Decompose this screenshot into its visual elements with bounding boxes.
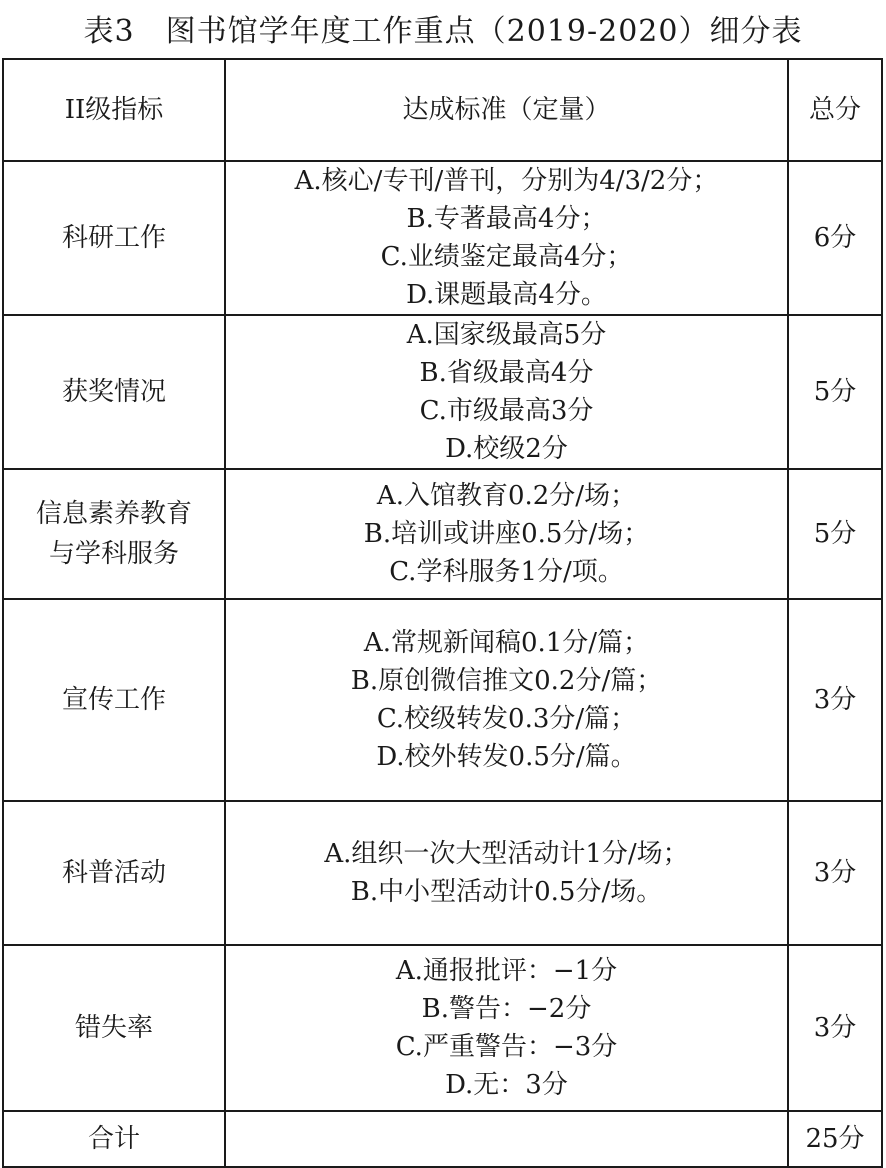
standard-line: A.入馆教育0.2分/场； <box>376 481 637 511</box>
standard-line: C.校级转发0.3分/篇； <box>376 704 637 734</box>
standard-line: D.无：3分 <box>445 1070 568 1100</box>
standard-line: B.省级最高4分 <box>419 358 594 388</box>
row-standard <box>225 161 788 315</box>
row-total: 6分 <box>788 161 882 315</box>
row-standard <box>225 599 788 801</box>
row-total: 3分 <box>788 945 882 1111</box>
standard-line: C.严重警告：−3分 <box>395 1032 618 1062</box>
indicator-line: 宣传工作 <box>61 685 166 715</box>
row-total: 3分 <box>788 801 882 945</box>
indicator-line: 信息素养教育 <box>35 499 192 529</box>
table-row <box>3 945 882 1111</box>
table-row <box>3 801 882 945</box>
table-row <box>3 599 882 801</box>
header-total: 总分 <box>788 59 882 161</box>
standard-line: B.中小型活动计0.5分/场。 <box>350 877 663 907</box>
standard-line: D.校级2分 <box>445 434 568 464</box>
standard-line: B.培训或讲座0.5分/场； <box>363 519 650 549</box>
standard-line: B.专著最高4分； <box>406 204 607 234</box>
header-standard: 达成标准（定量） <box>225 59 788 161</box>
standard-line: D.课题最高4分。 <box>406 280 607 310</box>
indicator-line: 错失率 <box>74 1013 153 1043</box>
standard-line: A.国家级最高5分 <box>406 320 607 350</box>
row-standard <box>225 945 788 1111</box>
row-total: 5分 <box>788 469 882 599</box>
standard-line: B.原创微信推文0.2分/篇； <box>350 666 663 696</box>
row-standard <box>225 315 788 469</box>
table-row <box>3 469 882 599</box>
indicator-line: 科普活动 <box>61 858 166 888</box>
total-standard <box>225 1111 788 1167</box>
row-standard <box>225 469 788 599</box>
standard-line: A.常规新闻稿0.1分/篇； <box>363 628 650 658</box>
standard-line: C.市级最高3分 <box>419 396 594 426</box>
header-indicator: II级指标 <box>3 59 225 161</box>
standard-line: A.通报批评：−1分 <box>395 956 618 986</box>
row-indicator <box>3 469 225 599</box>
row-indicator <box>3 599 225 801</box>
standard-line: D.校外转发0.5分/篇。 <box>376 742 637 772</box>
row-total: 5分 <box>788 315 882 469</box>
standard-line: A.核心/专刊/普刊，分别为4/3/2分； <box>294 166 719 196</box>
row-indicator <box>3 801 225 945</box>
total-label: 合计 <box>3 1111 225 1167</box>
row-indicator <box>3 161 225 315</box>
total-score: 25分 <box>788 1111 882 1167</box>
standard-line: B.警告：−2分 <box>421 994 592 1024</box>
standard-line: A.组织一次大型活动计1分/场； <box>324 839 689 869</box>
indicator-line: 获奖情况 <box>61 377 166 407</box>
row-total: 3分 <box>788 599 882 801</box>
score-table <box>2 58 883 1168</box>
row-indicator <box>3 945 225 1111</box>
row-standard <box>225 801 788 945</box>
table-title: 表3 图书馆学年度工作重点（2019-2020）细分表 <box>83 14 803 49</box>
row-indicator <box>3 315 225 469</box>
header-row <box>3 59 882 161</box>
total-row <box>3 1111 882 1167</box>
table-row <box>3 315 882 469</box>
standard-line: C.业绩鉴定最高4分； <box>380 242 633 272</box>
indicator-line: 与学科服务 <box>48 539 179 569</box>
table-row <box>3 161 882 315</box>
standard-line: C.学科服务1分/项。 <box>389 557 624 587</box>
indicator-line: 科研工作 <box>61 223 166 253</box>
